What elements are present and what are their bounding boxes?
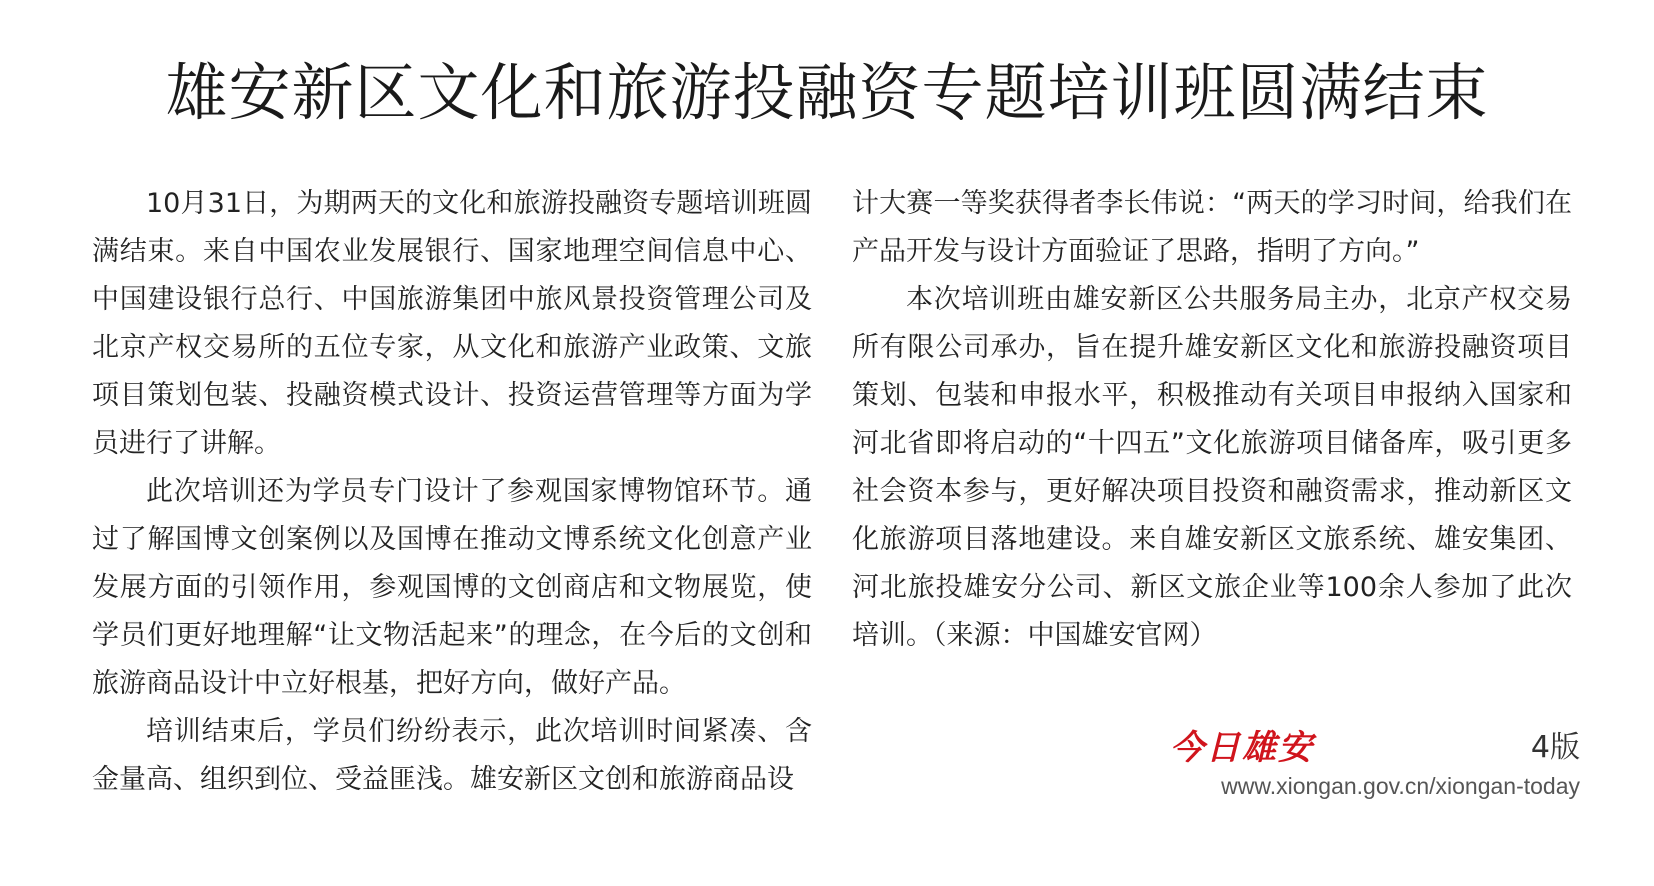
masthead-logo: 今日雄安 — [1170, 728, 1314, 768]
paragraph: 本次培训班由雄安新区公共服务局主办，北京产权交易所有限公司承办，旨在提升雄安新区文化和旅游投融资项目策划、包装和申报水平，积极推动有关项目申报纳入国家和河北省即将启动的“十四五”文化旅游项目储备库，吸引更多社会资本参与，更好解决项目投资和融资需求，推动新区文化旅游项目落地建设。来自雄安新区文旅系统、雄安集团、河北旅投雄安分公司、新区文旅企业等100余人参加了此次培训。（来源：中国雄安官网） — [852, 284, 1572, 651]
paragraph: 10月31日，为期两天的文化和旅游投融资专题培训班圆满结束。来自中国农业发展银行、国家地理空间信息中心、中国建设银行总行、中国旅游集团中旅风景投资管理公司及北京产权交易所的五位专家，从文化和旅游产业政策、文旅项目策划包装、投融资模式设计、投资运营管理等方面为学员进行了讲解。 — [92, 188, 812, 459]
page-number: 4版 — [1530, 730, 1580, 765]
paragraph: 计大赛一等奖获得者李长伟说：“两天的学习时间，给我们在产品开发与设计方面验证了思路，指明了方向。” — [852, 188, 1572, 267]
paragraph: 培训结束后，学员们纷纷表示，此次培训时间紧凑、含金量高、组织到位、受益匪浅。雄安新区文创和旅游商品设 — [92, 716, 812, 795]
site-url: www.xiongan.gov.cn/xiongan-today — [1221, 773, 1580, 799]
left-column — [92, 180, 812, 804]
right-column — [852, 180, 1572, 660]
paragraph: 此次培训还为学员专门设计了参观国家博物馆环节。通过了解国博文创案例以及国博在推动文博系统文化创意产业发展方面的引领作用，参观国博的文创商店和文物展览，使学员们更好地理解“让文物活起来”的理念，在今后的文创和旅游商品设计中立好根基，把好方向，做好产品。 — [92, 476, 812, 699]
page-footer — [1170, 726, 1580, 806]
article-title: 雄安新区文化和旅游投融资专题培训班圆满结束 — [165, 56, 1489, 129]
